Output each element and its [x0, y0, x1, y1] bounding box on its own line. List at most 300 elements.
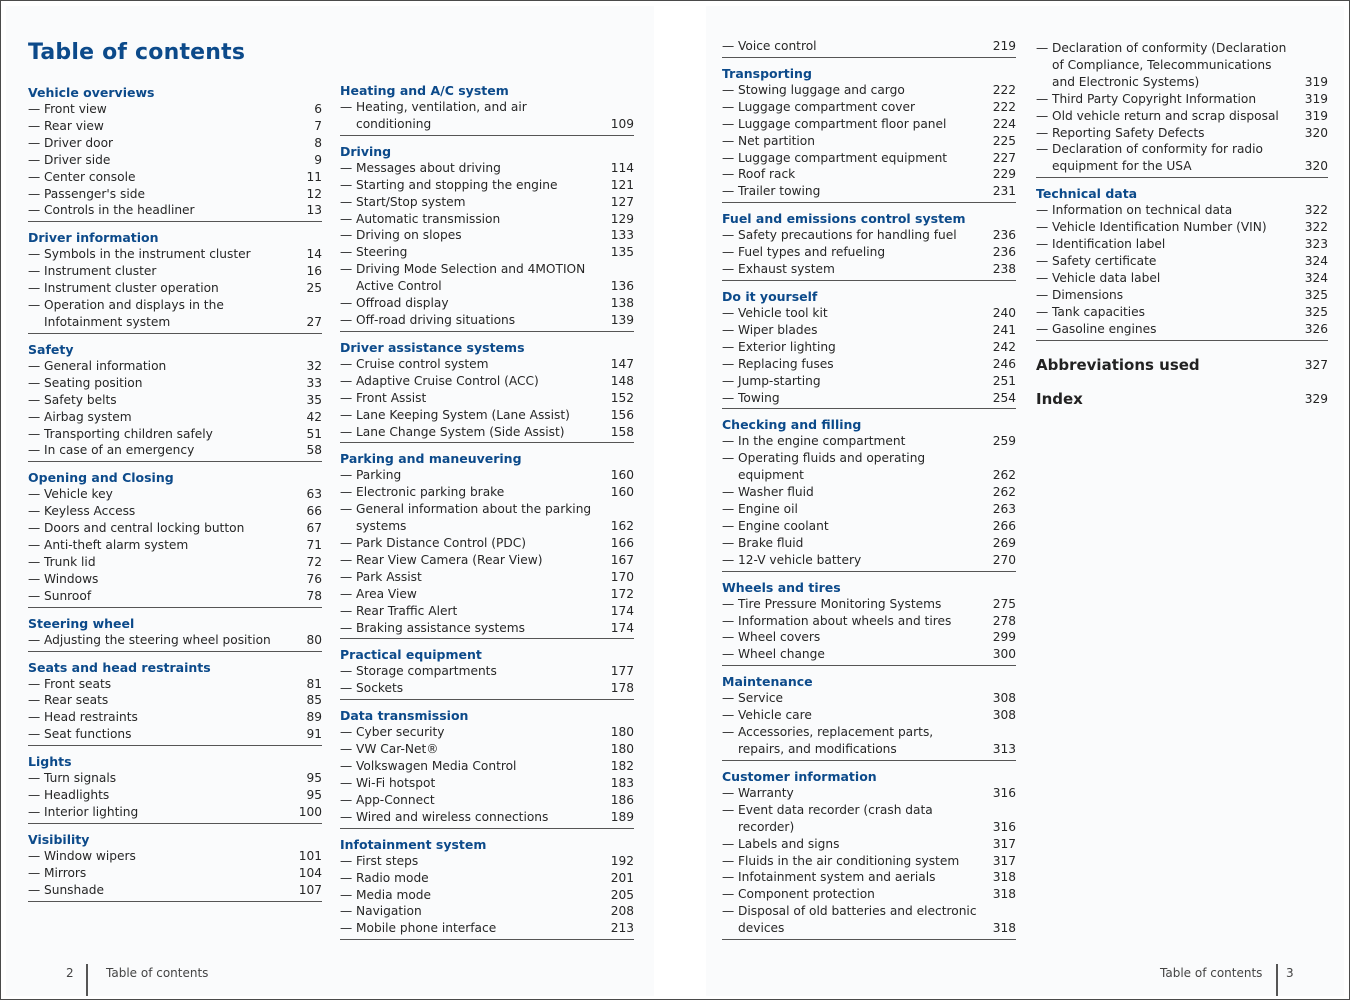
dash-bullet: —	[340, 177, 353, 192]
page-ref: 160	[610, 485, 634, 500]
entry-label: Media mode	[356, 887, 432, 902]
toc-entry[interactable]	[340, 484, 634, 501]
toc-entry[interactable]	[722, 484, 1016, 501]
page-ref: 7	[314, 118, 322, 133]
toc-entry[interactable]	[28, 358, 322, 375]
toc-entry[interactable]	[722, 886, 1016, 903]
entry-label: Automatic transmission	[356, 211, 501, 226]
toc-entry[interactable]	[722, 501, 1016, 518]
toc-entry[interactable]	[28, 392, 322, 409]
section-heading[interactable]: Fuel and emissions control system	[722, 211, 966, 227]
dash-bullet: —	[722, 552, 735, 567]
toc-entry[interactable]	[340, 424, 634, 441]
dash-bullet: —	[1036, 91, 1049, 106]
toc-entry[interactable]	[722, 116, 1016, 133]
toc-entry[interactable]	[340, 870, 634, 887]
toc-entry[interactable]	[340, 887, 634, 904]
entry-text	[340, 758, 606, 775]
section-heading[interactable]: Driver assistance systems	[340, 339, 525, 355]
page-ref: 158	[610, 424, 634, 439]
toc-entry[interactable]	[722, 433, 1016, 450]
toc-entry[interactable]	[28, 297, 322, 331]
section-entries	[722, 82, 1016, 203]
entry-text	[28, 118, 294, 135]
toc-entry[interactable]	[28, 186, 322, 203]
toc-entry[interactable]	[722, 836, 1016, 853]
toc-entry[interactable]	[28, 426, 322, 443]
entry-label: VW Car-Net®	[356, 742, 439, 757]
toc-entry[interactable]	[1036, 270, 1328, 287]
toc-entry[interactable]	[340, 809, 634, 826]
toc-entry[interactable]	[340, 620, 634, 637]
toc-section	[722, 673, 1016, 761]
toc-entry[interactable]	[722, 166, 1016, 183]
toc-entry[interactable]	[340, 227, 634, 244]
dash-bullet: —	[340, 887, 353, 902]
toc-entry[interactable]	[722, 244, 1016, 261]
page-ref: 246	[992, 356, 1016, 371]
toc-entry[interactable]	[1036, 321, 1328, 338]
toc-entry[interactable]	[28, 202, 322, 219]
page-ref: 270	[992, 552, 1016, 567]
toc-entry[interactable]	[28, 520, 322, 537]
toc-entry[interactable]	[1036, 304, 1328, 321]
toc-entry[interactable]	[340, 920, 634, 937]
entry-label: Trailer towing	[738, 184, 821, 199]
entry-label: Old vehicle return and scrap disposal	[1052, 108, 1279, 123]
dash-bullet: —	[722, 518, 735, 533]
dash-bullet: —	[340, 620, 353, 635]
entry-label: Washer fluid	[738, 485, 814, 500]
page-ref: 25	[306, 281, 322, 296]
toc-entry[interactable]	[722, 629, 1016, 646]
toc-entry[interactable]	[340, 903, 634, 920]
entry-text	[1036, 321, 1300, 338]
entry-text	[1036, 236, 1300, 253]
entry-text	[340, 160, 606, 177]
toc-entry[interactable]	[28, 486, 322, 503]
toc-entry[interactable]	[28, 632, 322, 649]
toc-entry[interactable]	[28, 101, 322, 118]
toc-entry[interactable]	[340, 501, 634, 535]
toc-entry[interactable]	[1036, 141, 1328, 175]
toc-entry[interactable]	[28, 865, 322, 882]
toc-entry[interactable]	[340, 467, 634, 484]
toc-entry[interactable]	[340, 552, 634, 569]
section-heading[interactable]: Heating and A/C system	[340, 83, 509, 98]
toc-entry[interactable]	[340, 775, 634, 792]
page-ref: 263	[992, 502, 1016, 517]
entry-text	[340, 586, 606, 603]
section-heading[interactable]: Wheels and tires	[722, 579, 841, 595]
toc-entry[interactable]	[722, 535, 1016, 552]
dash-bullet: —	[28, 298, 41, 313]
toc-entry[interactable]	[722, 339, 1016, 356]
toc-entry[interactable]	[28, 848, 322, 865]
dash-bullet: —	[722, 785, 735, 800]
toc-entry[interactable]	[28, 169, 322, 186]
entry-label: Rear Traffic Alert	[356, 603, 458, 618]
toc-entry[interactable]	[340, 244, 634, 261]
toc-entry[interactable]	[340, 177, 634, 194]
toc-entry[interactable]	[340, 356, 634, 373]
toc-entry[interactable]	[1036, 253, 1328, 270]
dash-bullet: —	[28, 264, 41, 279]
entry-text	[722, 244, 988, 261]
entry-text	[722, 356, 988, 373]
toc-entry[interactable]	[722, 373, 1016, 390]
entry-label: Rear view	[44, 118, 104, 133]
toc-entry[interactable]	[722, 150, 1016, 167]
toc-entry[interactable]	[340, 211, 634, 228]
toc-section	[28, 659, 322, 747]
entry-text	[722, 150, 988, 167]
entry-label: Start/Stop system	[356, 194, 466, 209]
dash-bullet: —	[28, 504, 41, 519]
entry-label: Identification label	[1052, 237, 1166, 252]
entry-text	[722, 613, 988, 630]
toc-entry[interactable]	[722, 802, 1016, 836]
toc-entry[interactable]	[722, 133, 1016, 150]
dash-bullet: —	[28, 102, 41, 116]
dash-bullet: —	[722, 708, 735, 723]
toc-entry[interactable]	[28, 503, 322, 520]
entry-label: Luggage compartment floor panel	[738, 116, 947, 131]
toc-section	[340, 450, 634, 639]
toc-entry[interactable]	[28, 709, 322, 726]
page-ref: 51	[306, 426, 322, 441]
entry-label: Cruise control system	[356, 356, 489, 371]
toc-entry[interactable]	[340, 569, 634, 586]
toc-entry[interactable]	[28, 676, 322, 693]
toc-entry[interactable]	[1036, 287, 1328, 304]
section-heading[interactable]: Visibility	[28, 831, 90, 847]
dash-bullet: —	[340, 569, 353, 584]
toc-entry[interactable]	[28, 882, 322, 899]
toc-entry[interactable]	[722, 724, 1016, 758]
toc-entry[interactable]	[722, 38, 1016, 55]
page-ref: 104	[298, 865, 322, 880]
toc-entry[interactable]	[340, 390, 634, 407]
dash-bullet: —	[722, 82, 735, 97]
section-entries	[28, 358, 322, 462]
dash-bullet: —	[28, 727, 41, 742]
toc-entry[interactable]	[28, 263, 322, 280]
dash-bullet: —	[340, 921, 353, 936]
dash-bullet: —	[340, 407, 353, 422]
page-ref: 35	[306, 392, 322, 407]
page-ref: 300	[992, 647, 1016, 662]
section-heading[interactable]: Practical equipment	[340, 647, 482, 663]
toc-entry[interactable]	[722, 450, 1016, 484]
toc-entry[interactable]	[1036, 108, 1328, 125]
dash-bullet: —	[722, 596, 735, 611]
entry-text	[340, 244, 606, 261]
toc-entry[interactable]	[722, 322, 1016, 339]
entry-label: Warranty	[738, 785, 794, 800]
toc-entry[interactable]	[340, 724, 634, 741]
section-heading[interactable]: Opening and Closing	[28, 470, 174, 486]
toc-entry[interactable]	[28, 375, 322, 392]
section-heading[interactable]: Seats and head restraints	[28, 659, 211, 675]
section-heading[interactable]: Checking and filling	[722, 417, 862, 433]
toc-entry[interactable]	[340, 741, 634, 758]
entry-label: Mobile phone interface	[356, 921, 497, 936]
entry-label: Adjusting the steering wheel position	[44, 632, 271, 647]
toc-entry[interactable]	[722, 903, 1016, 937]
toc-entry[interactable]	[722, 613, 1016, 630]
entry-label: 12-V vehicle battery	[738, 552, 862, 567]
toc-entry[interactable]	[340, 295, 634, 312]
toc-entry[interactable]	[722, 596, 1016, 613]
toc-entry[interactable]	[340, 586, 634, 603]
toc-entry[interactable]	[28, 152, 322, 169]
entry-label: Roof rack	[738, 167, 796, 182]
page-ref: 322	[1304, 203, 1328, 218]
toc-entry[interactable]	[1036, 40, 1328, 91]
section-heading[interactable]: Lights	[28, 754, 72, 770]
toc-entry[interactable]	[722, 646, 1016, 663]
entry-label: Keyless Access	[44, 504, 136, 519]
page-ref: 33	[306, 375, 322, 390]
toc-entry[interactable]	[28, 246, 322, 263]
toc-entry[interactable]	[28, 554, 322, 571]
toc-entry[interactable]	[340, 312, 634, 329]
entry-label: Rear View Camera (Rear View)	[356, 552, 543, 567]
toc-entry[interactable]	[340, 261, 634, 295]
entry-label: Adaptive Cruise Control (ACC)	[356, 373, 539, 388]
dash-bullet: —	[28, 135, 41, 150]
page-ref: 12	[306, 186, 322, 201]
toc-entry[interactable]	[722, 99, 1016, 116]
toc-entry[interactable]	[340, 407, 634, 424]
entry-label: Information on technical data	[1052, 203, 1233, 218]
dash-bullet: —	[340, 776, 353, 790]
toc-entry[interactable]	[340, 792, 634, 809]
dash-bullet: —	[28, 788, 41, 803]
page-ref: 308	[992, 691, 1016, 706]
dash-bullet: —	[1036, 142, 1049, 157]
toc-entry[interactable]	[28, 726, 322, 743]
toc-entry[interactable]	[28, 588, 322, 605]
toc-entry[interactable]	[1036, 91, 1328, 108]
entry-text	[28, 202, 294, 219]
entry-label: Tank capacities	[1052, 304, 1146, 319]
toc-entry[interactable]	[28, 280, 322, 297]
toc-section	[28, 84, 322, 222]
dash-bullet: —	[722, 725, 735, 740]
toc-entry[interactable]	[28, 804, 322, 821]
toc-entry[interactable]	[722, 785, 1016, 802]
section-heading[interactable]: Vehicle overviews	[28, 85, 155, 100]
entry-text	[28, 426, 294, 443]
entry-label: Wi-Fi hotspot	[356, 776, 436, 790]
toc-entry[interactable]	[28, 571, 322, 588]
toc-entry[interactable]	[722, 690, 1016, 707]
entry-text	[340, 424, 606, 441]
entry-label: Messages about driving	[356, 160, 501, 175]
toc-entry[interactable]	[28, 118, 322, 135]
section-heading[interactable]: Driving	[340, 143, 392, 159]
entry-text	[340, 569, 606, 586]
toc-entry[interactable]	[340, 663, 634, 680]
entry-text	[340, 407, 606, 424]
page-ref: 63	[306, 487, 322, 502]
dash-bullet: —	[28, 443, 41, 458]
entry-text	[28, 804, 294, 821]
entry-text	[28, 358, 294, 375]
toc-entry[interactable]	[1036, 219, 1328, 236]
page-ref: 182	[610, 759, 634, 774]
section-heading[interactable]: Technical data	[1036, 186, 1138, 202]
page-ref: 324	[1304, 270, 1328, 285]
entry-text	[722, 433, 988, 450]
page-ref: 238	[992, 262, 1016, 277]
section-heading[interactable]: Parking and maneuvering	[340, 451, 522, 467]
entry-text	[28, 770, 294, 787]
section-entries	[28, 848, 322, 902]
entry-label: General information	[44, 358, 167, 373]
dash-bullet: —	[722, 133, 735, 148]
section-heading[interactable]: Customer information	[722, 768, 877, 784]
page-ref: 16	[306, 264, 322, 279]
toc-entry[interactable]	[340, 160, 634, 177]
dash-bullet: —	[340, 262, 353, 277]
page-ref: 254	[992, 390, 1016, 405]
entry-text	[28, 442, 294, 459]
entry-text	[28, 588, 294, 605]
entry-text	[340, 99, 606, 133]
entry-label: Off-road driving situations	[356, 312, 516, 327]
toc-entry[interactable]	[28, 537, 322, 554]
entry-text	[1036, 40, 1300, 91]
toc-entry[interactable]	[722, 356, 1016, 373]
section-heading[interactable]: Steering wheel	[28, 615, 135, 631]
dash-bullet: —	[28, 186, 41, 201]
section-heading[interactable]: Transporting	[722, 65, 812, 81]
entry-text	[28, 392, 294, 409]
toc-entry[interactable]	[340, 194, 634, 211]
toc-entry[interactable]	[722, 853, 1016, 870]
page-ref: 135	[610, 245, 634, 260]
entry-label: Passenger's side	[44, 186, 145, 201]
page-number: 2	[66, 966, 74, 980]
dash-bullet: —	[340, 870, 353, 885]
toc-entry[interactable]	[722, 227, 1016, 244]
toc-entry[interactable]	[28, 409, 322, 426]
toc-entry[interactable]	[722, 707, 1016, 724]
toc-entry[interactable]	[28, 787, 322, 804]
dash-bullet: —	[28, 710, 41, 725]
entry-label: Controls in the headliner	[44, 203, 195, 218]
toc-entry[interactable]	[722, 869, 1016, 886]
section-heading[interactable]: Do it yourself	[722, 288, 818, 304]
entry-text	[340, 194, 606, 211]
toc-entry[interactable]	[722, 305, 1016, 322]
page-ref: 81	[306, 676, 322, 691]
toc-entry[interactable]	[28, 135, 322, 152]
toc-entry[interactable]	[340, 680, 634, 697]
entry-label: Exhaust system	[738, 262, 835, 277]
page-ref: 80	[306, 632, 322, 647]
entry-label: Rear seats	[44, 693, 109, 708]
entry-label: Net partition	[738, 133, 815, 148]
toc-entry[interactable]	[1036, 202, 1328, 219]
page-ref: 152	[610, 390, 634, 405]
entry-label: Steering	[356, 245, 408, 260]
section-heading[interactable]: Data transmission	[340, 708, 469, 724]
page-ref: 148	[610, 373, 634, 388]
toc-entry[interactable]	[28, 770, 322, 787]
toc-chapter-entry[interactable]	[1036, 355, 1328, 375]
dash-bullet: —	[340, 373, 353, 388]
toc-entry[interactable]	[722, 183, 1016, 200]
page-ref: 318	[992, 887, 1016, 902]
page-ref: 205	[610, 887, 634, 902]
section-heading[interactable]: Infotainment system	[340, 836, 487, 852]
entry-label: Operating fluids and operating equipment	[738, 451, 926, 483]
dash-bullet: —	[722, 691, 735, 706]
toc-entry[interactable]	[340, 758, 634, 775]
toc-entry[interactable]	[340, 853, 634, 870]
section-entries	[340, 663, 634, 700]
page-ref: 329	[1304, 391, 1328, 406]
toc-entry[interactable]	[340, 535, 634, 552]
toc-entry[interactable]	[28, 442, 322, 459]
toc-entry[interactable]	[340, 373, 634, 390]
entry-label: Exterior lighting	[738, 339, 836, 354]
entry-text	[340, 390, 606, 407]
page-ref: 213	[610, 921, 634, 936]
toc-chapter-entry[interactable]	[1036, 389, 1328, 409]
section-heading[interactable]: Driver information	[28, 230, 159, 246]
entry-label: Vehicle data label	[1052, 270, 1161, 285]
entry-text	[28, 554, 294, 571]
entry-label: Symbols in the instrument cluster	[44, 247, 251, 262]
toc-entry[interactable]	[340, 603, 634, 620]
section-heading[interactable]: Safety	[28, 341, 74, 357]
entry-text	[340, 887, 606, 904]
page-ref: 319	[1304, 108, 1328, 123]
section-heading[interactable]: Maintenance	[722, 674, 813, 690]
toc-entry[interactable]	[1036, 125, 1328, 142]
page-ref: 240	[992, 305, 1016, 320]
toc-entry[interactable]	[1036, 236, 1328, 253]
entry-label: Sockets	[356, 681, 404, 696]
dash-bullet: —	[340, 424, 353, 439]
entry-text	[340, 775, 606, 792]
page-ref: 299	[992, 630, 1016, 645]
entry-text	[340, 261, 606, 295]
page-ref: 308	[992, 708, 1016, 723]
page-ref: 208	[610, 904, 634, 919]
toc-entry[interactable]	[722, 390, 1016, 407]
toc-entry[interactable]	[722, 82, 1016, 99]
page-ref: 323	[1304, 237, 1328, 252]
entry-label: Labels and signs	[738, 836, 840, 851]
toc-entry[interactable]	[28, 692, 322, 709]
toc-entry[interactable]	[722, 261, 1016, 278]
entry-label: Driver side	[44, 152, 111, 167]
toc-entry[interactable]	[722, 518, 1016, 535]
entry-text	[722, 724, 988, 758]
entry-label: Service	[738, 691, 784, 706]
page-ref: 266	[992, 518, 1016, 533]
entry-label: Wired and wireless connections	[356, 809, 549, 824]
toc-entry[interactable]	[722, 552, 1016, 569]
toc-entry[interactable]	[340, 99, 634, 133]
page-ref: 95	[306, 788, 322, 803]
